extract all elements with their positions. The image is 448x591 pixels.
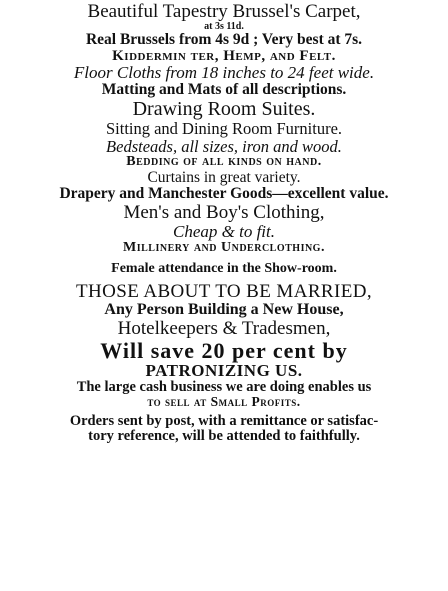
drawing-room-suites: Drawing Room Suites. <box>132 97 316 120</box>
female-attendance-line: Female attendance in the Show-room. <box>111 260 337 276</box>
hotelkeepers-line: Hotelkeepers & Tradesmen, <box>117 317 331 339</box>
carpet-materials: Kiddermin ter, Hemp, and Felt. <box>112 47 336 64</box>
millinery-line: Millinery and Underclothing. <box>123 239 325 255</box>
save-percent-line: Will save 20 per cent by <box>100 337 348 363</box>
patronizing-line: PATRONIZING US. <box>145 361 303 381</box>
cash-business-line: The large cash business we are doing enables us <box>76 379 372 396</box>
matting-line: Matting and Mats of all descriptions. <box>101 81 347 99</box>
small-profits-line: to sell at Small Profits. <box>147 394 301 410</box>
bedding-line: Bedding of all kinds on hand. <box>126 154 322 170</box>
bedsteads-line: Bedsteads, all sizes, iron and wood. <box>106 136 342 156</box>
floor-cloths: Floor Cloths from 18 inches to 24 feet wide. <box>73 63 375 83</box>
furniture-line: Sitting and Dining Room Furniture. <box>105 119 343 139</box>
orders-line-1: Orders sent by post, with a remittance or satisfac- <box>69 412 379 429</box>
clothing-line: Men's and Boy's Clothing, <box>123 201 325 223</box>
curtains-line: Curtains in great variety. <box>147 168 301 186</box>
headline-carpet: Beautiful Tapestry Brussel's Carpet, <box>87 1 361 22</box>
orders-line-2: tory reference, will be attended to faithfully. <box>88 428 360 445</box>
brussels-prices: Real Brussels from 4s 9d ; Very best at 7s. <box>85 31 363 49</box>
carpet-price: at 3s 11d. <box>204 21 244 33</box>
new-house-line: Any Person Building a New House, <box>104 300 344 318</box>
married-heading: THOSE ABOUT TO BE MARRIED, <box>76 280 372 302</box>
drapery-line: Drapery and Manchester Goods—excellent value. <box>59 185 389 203</box>
cheap-fit-line: Cheap & to fit. <box>173 221 275 241</box>
